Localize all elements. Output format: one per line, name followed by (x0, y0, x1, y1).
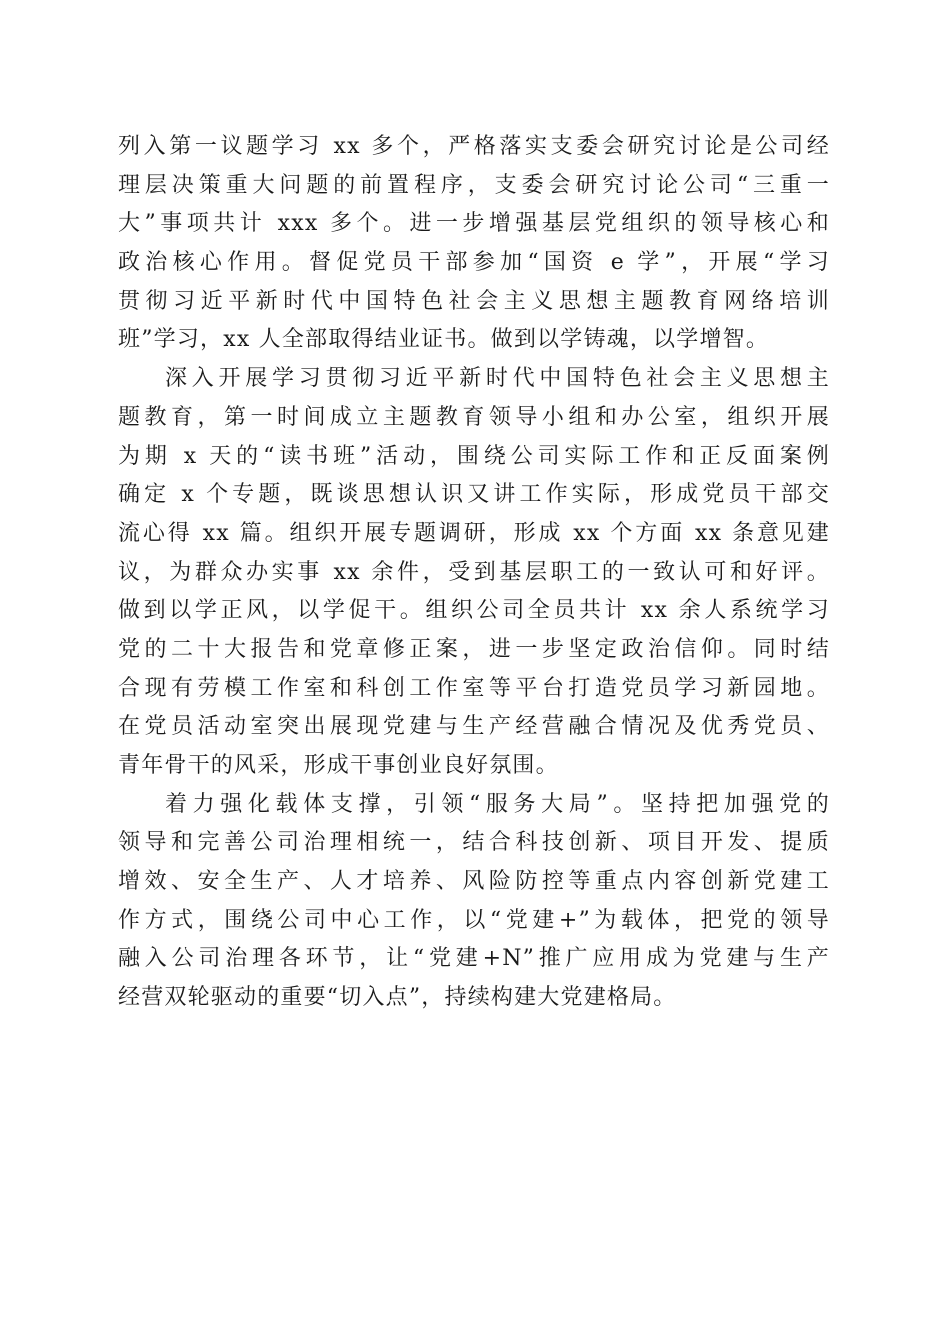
text-line: 做到以学正风，以学促干。组织公司全员共计 xx 余人系统学习 (118, 598, 830, 624)
text-line: 贯彻习近平新时代中国特色社会主义思想主题教育网络培训 (118, 288, 830, 314)
text-line: 流心得 xx 篇。组织开展专题调研，形成 xx 个方面 xx 条意见建 (118, 520, 830, 546)
text-line: 增效、安全生产、人才培养、风险防控等重点内容创新党建工 (118, 869, 830, 895)
text-line: 合现有劳模工作室和科创工作室等平台打造党员学习新园地。 (118, 675, 830, 701)
text-line: 深入开展学习贯彻习近平新时代中国特色社会主义思想主 (165, 366, 830, 392)
paragraph-2 (118, 360, 830, 786)
text-line: 党的二十大报告和党章修正案，进一步坚定政治信仰。同时结 (118, 636, 830, 662)
text-line: 在党员活动室突出展现党建与生产经营融合情况及优秀党员、 (118, 714, 830, 740)
text-line: 经营双轮驱动的重要“切入点”，持续构建大党建格局。 (118, 985, 677, 1011)
document-body (118, 128, 830, 1018)
paragraph-1 (118, 128, 830, 360)
text-line: 为期 x 天的“读书班”活动，围绕公司实际工作和正反面案例 (118, 443, 830, 469)
text-line: 领导和完善公司治理相统一，结合科技创新、项目开发、提质 (118, 830, 830, 856)
text-line: 着力强化载体支撑，引领“服务大局”。坚持把加强党的 (165, 791, 830, 817)
text-line: 列入第一议题学习 xx 多个，严格落实支委会研究讨论是公司经 (118, 134, 830, 159)
text-line: 青年骨干的风采，形成干事创业良好氛围。 (118, 753, 559, 778)
text-line: 确定 x 个专题，既谈思想认识又讲工作实际，形成党员干部交 (118, 482, 830, 508)
text-line: 作方式，围绕公司中心工作，以“党建+”为载体，把党的领导 (118, 907, 830, 933)
text-line: 大”事项共计 xxx 多个。进一步增强基层党组织的领导核心和 (118, 211, 830, 237)
text-line: 理层决策重大问题的前置程序，支委会研究讨论公司“三重一 (118, 172, 830, 198)
text-line: 题教育，第一时间成立主题教育领导小组和办公室，组织开展 (118, 404, 830, 430)
text-line: 融入公司治理各环节，让“党建+N”推广应用成为党建与生产 (118, 946, 830, 972)
text-line: 政治核心作用。督促党员干部参加“国资 e 学”，开展“学习 (118, 250, 830, 276)
text-line: 议，为群众办实事 xx 余件，受到基层职工的一致认可和好评。 (118, 559, 830, 585)
text-line: 班”学习，xx 人全部取得结业证书。做到以学铸魂，以学增智。 (118, 327, 770, 353)
paragraph-3 (118, 786, 830, 1018)
